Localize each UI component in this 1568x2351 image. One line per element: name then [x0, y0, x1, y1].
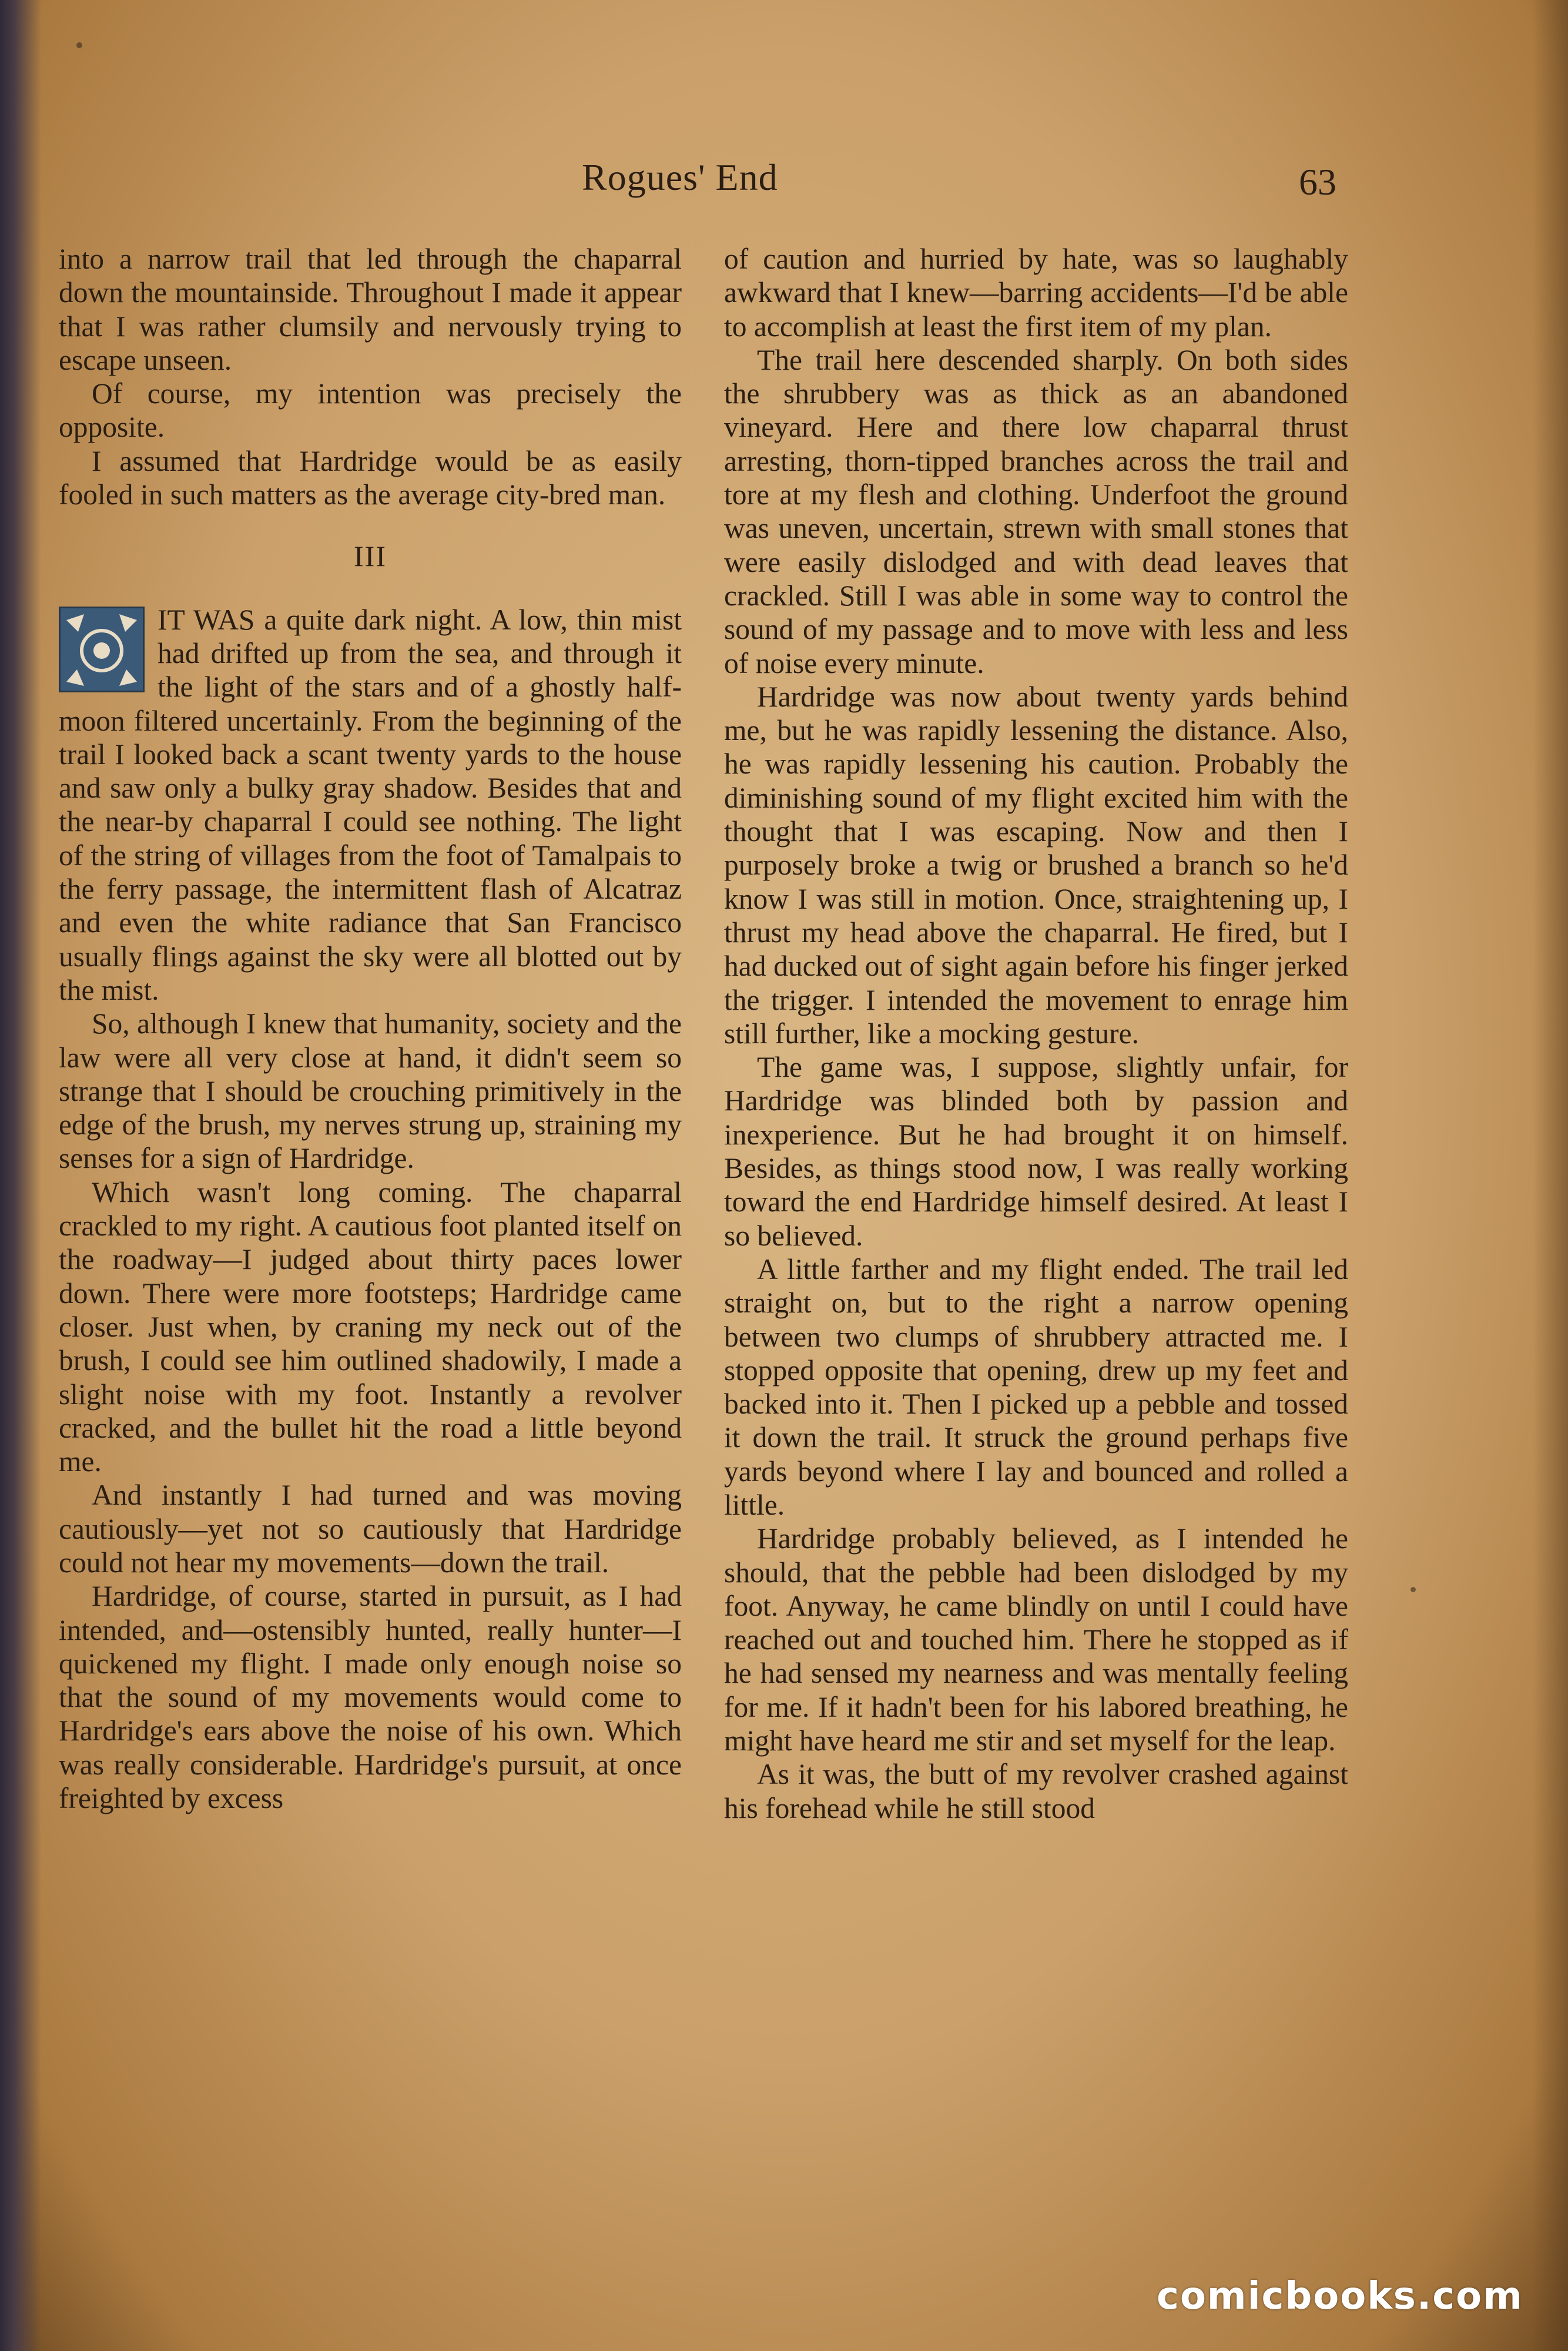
watermark: comicbooks.com	[1157, 2275, 1523, 2318]
paragraph: of caution and hurried by hate, was so laughably awkward that I knew—barring accidents—I'd be able to accomplish at least the first item of my plan.	[724, 243, 1348, 343]
paragraph: Which wasn't long coming. The chaparral crackled to my right. A cautious foot planted itself on the roadway—I judged about thirty paces lower down. There were more footsteps; Hardridge came closer. Just when, by craning my neck out of the brush, I could see him outlined shadowily, I made a slight noise with my foot. Instantly a revolver cracked, and the bullet hit the road a little beyond me.	[59, 1176, 682, 1478]
ink-speck	[1410, 1587, 1416, 1592]
left-column	[59, 242, 682, 1815]
paragraph: Hardridge, of course, started in pursuit, as I had intended, and—ostensibly hunted, really hunter—I quickened my flight. I made only enough noise so that the sound of my movements would come to Hardridge's ears above the noise of his own. Which was really considerable. Hardridge's pursuit, at once freighted by excess	[59, 1580, 682, 1815]
section-heading: III	[354, 540, 387, 573]
paragraph: The game was, I suppose, slightly unfair, for Hardridge was blinded both by passion and inexperience. But he had brought it on himself. Besides, as things stood now, I was really working toward the end Hardridge himself desired. At least I so believed.	[724, 1051, 1348, 1252]
paragraph: As it was, the butt of my revolver crashed against his forehead while he still stood	[724, 1758, 1348, 1824]
paragraph: I assumed that Hardridge would be as easily fooled in such matters as the average city-bred man.	[59, 444, 682, 511]
page-edge-shadow	[1533, 0, 1568, 2351]
opening-paragraph	[59, 603, 682, 1007]
right-column	[724, 242, 1348, 1825]
ink-speck	[76, 42, 82, 48]
page-header	[0, 156, 1568, 209]
book-spine-shadow	[0, 0, 41, 2351]
paragraph: Hardridge was now about twenty yards behind me, but he was rapidly lessening the distance. Also, he was rapidly lessening his caution. Probably the diminishing sound of my flight excited him with the thought that I was escaping. Now and then I purposely broke a twig or brushed a branch so he'd know I was still in motion. Once, straightening up, I thrust my head above the chaparral. He fired, but I had ducked out of sight again before his finger jerked the trigger. I intended the movement to enrage him still further, like a mocking gesture.	[724, 680, 1348, 1050]
paragraph: The trail here descended sharply. On both sides the shrubbery was as thick as an abandoned vineyard. Here and there low chaparral thrust arresting, thorn-tipped branches across the trail and tore at my flesh and clothing. Underfoot the ground was uneven, uncertain, strewn with small stones that were easily dislodged and with dead leaves that crackled. Still I was able in some way to control the sound of my passage and to move with less and less of noise every minute.	[724, 343, 1348, 679]
paragraph: So, although I knew that humanity, society and the law were all very close at hand, it didn't seem so strange that I should be crouching primitively in the edge of the brush, my nerves strung up, straining my senses for a sign of Hardridge.	[59, 1007, 682, 1175]
paragraph: IT WAS a quite dark night. A low, thin mist had drifted up from the sea, and through it the light of the stars and of a ghostly half-moon filtered uncertainly. From the beginning of the trail I looked back a scant twenty yards to the house and saw only a bulky gray shadow. Besides that and the near-by chaparral I could see nothing. The light of the string of villages from the foot of Tamalpais to the ferry passage, the intermittent flash of Alcatraz and even the white radiance that San Francisco usually flings against the sky were all blotted out by the mist.	[59, 603, 682, 1006]
paragraph: into a narrow trail that led through the chaparral down the mountainside. Throughout I made it appear that I was rather clumsily and nervously trying to escape unseen.	[59, 243, 682, 376]
decorative-initial-icon	[59, 607, 145, 692]
running-title: Rogues' End	[582, 156, 778, 198]
paragraph: Hardridge probably believed, as I intended he should, that the pebble had been dislodged by my foot. Anyway, he came blindly on until I could have reached out and touched him. There he stopped as if he had sensed my nearness and was mentally feeling for me. If it hadn't been for his labored breathing, he might have heard me stir and set myself for the leap.	[724, 1522, 1348, 1757]
page-number: 63	[1299, 161, 1336, 203]
paragraph: And instantly I had turned and was moving cautiously—yet not so cautiously that Hardridge could not hear my movements—down the trail.	[59, 1479, 682, 1579]
paragraph: A little farther and my flight ended. The trail led straight on, but to the right a narrow opening between two clumps of shrubbery attracted me. I stopped opposite that opening, drew up my feet and backed into it. Then I picked up a pebble and tossed it down the trail. It struck the ground perhaps five yards beyond where I lay and bounced and rolled a little.	[724, 1252, 1348, 1521]
paragraph: Of course, my intention was precisely the opposite.	[59, 377, 682, 444]
